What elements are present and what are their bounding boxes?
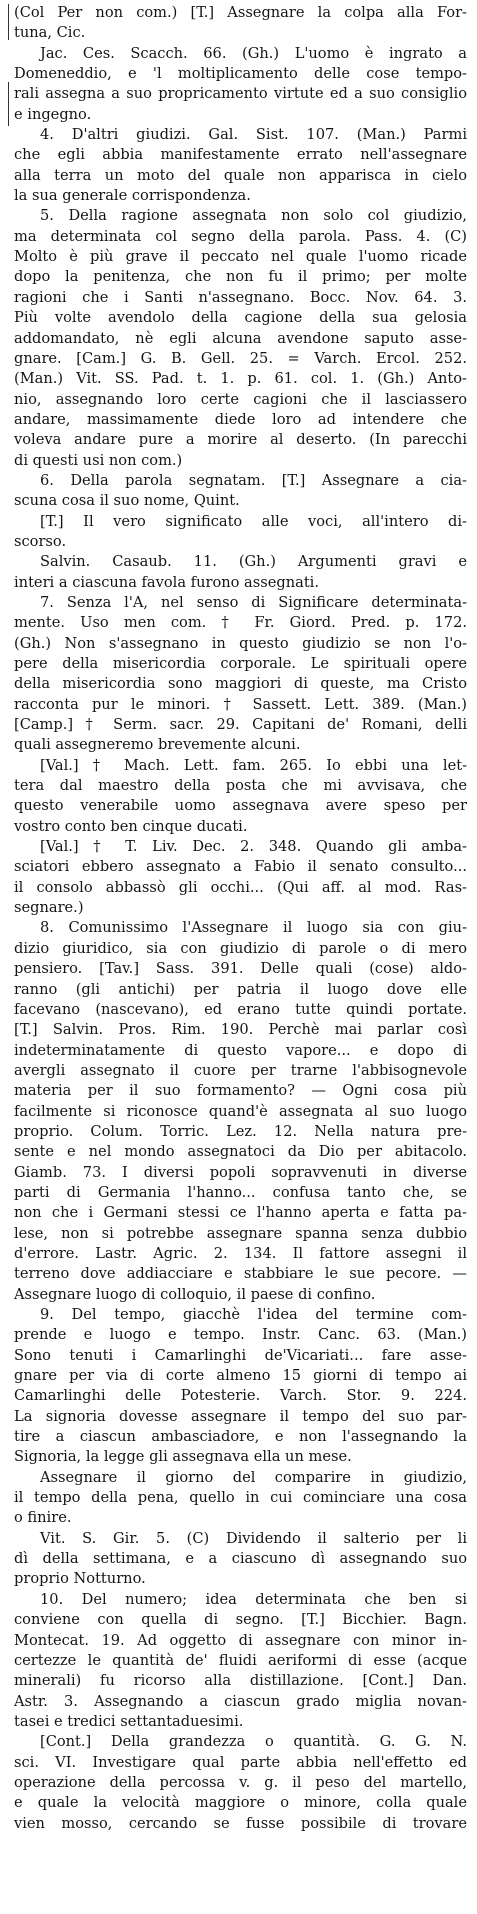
text-line: alla terra un moto del quale non apparisca in cielo [14,166,467,184]
text-line: Molto è più grave il peccato nel quale l'uomo ricade [14,248,467,266]
text-line: racconta pur le minori. † Sassett. Lett. 389. (Man.) [14,695,467,713]
text-line: scuna cosa il suo nome, Quint. [14,492,240,510]
text-line: o finire. [14,1509,72,1527]
text-line: dopo la penitenza, che non fu il primo; per molte [14,268,467,286]
text-line: della misericordia sono maggiori di queste, ma Cristo [14,675,467,693]
text-line: il tempo della pena, quello in cui cominciare una cosa [14,1489,467,1507]
text-line: (Man.) Vit. SS. Pad. t. 1. p. 61. col. 1. (Gh.) Anto- [14,370,467,388]
text-line: dì della settimana, e a ciascuno dì assegnando suo [14,1550,467,1568]
text-line: 10. Del numero; idea determinata che ben si [40,1590,467,1608]
text-line: Jac. Ces. Scacch. 66. (Gh.) L'uomo è ingrato a [40,44,467,62]
text-line: avergli assegnato il cuore per trarne l'abbisognevole [14,1061,467,1079]
text-line: proprio. Colum. Torric. Lez. 12. Nella natura pre- [14,1122,467,1140]
text-line: che egli abbia manifestamente errato nell'assegnare [14,146,467,164]
text-line: vostro conto ben cinque ducati. [14,817,248,835]
text-line: 7. Senza l'A, nel senso di Significare determinata- [40,593,467,611]
text-line: terreno dove addiacciare e stabbiare le sue pecore. — [14,1265,467,1283]
text-line: [T.] Salvin. Pros. Rim. 190. Perchè mai parlar così [14,1021,467,1039]
text-line: Assegnare il giorno del comparire in giudizio, [40,1468,467,1486]
entry-text [14,3,467,1834]
text-line: Signoria, la legge gli assegnava ella un mese. [14,1448,352,1466]
margin-rule-top [8,4,9,40]
text-line: 6. Della parola segnatam. [T.] Assegnare a cia- [40,471,467,489]
text-line: pere della misericordia corporale. Le spirituali opere [14,655,467,672]
text-line: ma determinata col segno della parola. Pass. 4. (C) [14,227,467,245]
text-line: facilmente si riconosce quand'è assegnata al suo luogo [14,1102,467,1120]
text-line: d'errore. Lastr. Agric. 2. 134. Il fattore assegni il [14,1244,467,1262]
text-line: vien mosso, cercando se fusse possibile di trovare [14,1814,467,1832]
text-line: Salvin. Casaub. 11. (Gh.) Argumenti gravi e [40,553,467,571]
text-line: sciatori ebbero assegnato a Fabio il senato consulto... [14,858,467,876]
text-line: tera dal maestro della posta che mi avvisava, che [14,777,467,795]
text-line: pensiero. [Tav.] Sass. 391. Delle quali (cose) aldo- [14,960,467,978]
text-line: andare, massimamente diede loro ad intendere che [14,410,467,428]
text-line: certezze le quantità de' fluidi aeriformi di esse (acque [14,1651,467,1669]
text-line: tire a ciascun ambasciadore, e non l'assegnando la [14,1428,467,1446]
text-line: il consolo abbassò gli occhi... (Qui aff. al mod. Ras- [14,878,467,896]
text-line: nio, assegnando loro certe cagioni che il lasciassero [14,390,467,408]
text-line: addomandato, nè egli alcuna avendone saputo asse- [14,329,467,347]
text-line: e ingegno. [14,105,92,123]
text-line: di questi usi non com.) [14,451,183,469]
text-line: Assegnare luogo di colloquio, il paese di confino. [14,1285,376,1303]
text-line: voleva andare pure a morire al deserto. (In parecchi [14,431,467,449]
text-line: Astr. 3. Assegnando a ciascun grado miglia novan- [14,1692,467,1710]
text-line: conviene con quella di segno. [T.] Bicchier. Bagn. [14,1611,467,1629]
margin-rule-second [8,82,9,126]
text-line: e quale la velocità maggiore o minore, colla quale [14,1794,467,1812]
text-line: 5. Della ragione assegnata non solo col giudizio, [40,207,467,225]
text-line: sente e nel mondo assegnatoci da Dio per abitacolo. [14,1143,467,1161]
text-line: indeterminatamente di questo vapore... e dopo di [14,1041,467,1059]
text-line: [T.] Il vero significato alle voci, all'intero di- [40,512,467,530]
text-line: Sono tenuti i Camarlinghi de'Vicariati... fare asse- [14,1346,467,1364]
text-line: la sua generale corrispondenza. [14,187,251,205]
text-line: scorso. [14,532,67,550]
text-line: interi a ciascuna favola furono assegnati. [14,573,319,591]
text-line: [Val.] † Mach. Lett. fam. 265. Io ebbi una let- [40,756,467,774]
text-line: questo venerabile uomo assegnava avere speso per [14,797,467,815]
text-line: (Gh.) Non s'assegnano in questo giudizio se non l'o- [14,634,467,652]
text-line: ragioni che i Santi n'assegnano. Bocc. Nov. 64. 3. [14,288,467,306]
text-line: operazione della percossa v. g. il peso del martello, [14,1773,467,1791]
text-line: non che i Germani stessi ce l'hanno aperta e fatta pa- [14,1204,467,1222]
text-line: facevano (nascevano), ed erano tutte quindi portate. [14,1000,467,1018]
text-line: Più volte avendolo della cagione della sua gelosia [14,309,467,327]
text-line: prende e luogo e tempo. Instr. Canc. 63. (Man.) [14,1326,467,1344]
text-line: gnare. [Cam.] G. B. Gell. 25. = Varch. Ercol. 252. [14,349,467,367]
text-line: segnare.) [14,899,84,917]
text-line: Giamb. 73. I diversi popoli sopravvenuti in diverse [14,1163,467,1181]
text-line: proprio Notturno. [14,1570,146,1588]
text-line: parti di Germania l'hanno... confusa tanto che, se [14,1183,467,1201]
text-line: Vit. S. Gir. 5. (C) Dividendo il salterio per li [40,1529,467,1547]
text-line: quali assegneremo brevemente alcuni. [14,736,301,754]
text-line: [Cont.] Della grandezza o quantità. G. G. N. [40,1733,467,1751]
text-line: Camarlinghi delle Potesterie. Varch. Stor. 9. 224. [14,1387,467,1405]
text-line: [Camp.] † Serm. sacr. 29. Capitani de' Romani, delli [14,716,467,734]
text-line: rali assegna a suo propricamento virtute ed a suo consiglio [14,85,467,103]
text-line: lese, non si potrebbe assegnare spanna senza dubbio [14,1224,467,1242]
text-line: Montecat. 19. Ad oggetto di assegnare con minor in- [14,1631,467,1649]
text-line: materia per il suo formamento? — Ogni cosa più [14,1082,467,1100]
text-line: 8. Comunissimo l'Assegnare il luogo sia con giu- [40,919,467,937]
text-line: [Val.] † T. Liv. Dec. 2. 348. Quando gli amba- [40,838,467,856]
text-line: tuna, Cic. [14,24,86,42]
text-line: mente. Uso men com. † Fr. Giord. Pred. p. 172. [14,614,467,632]
text-line: dizio giuridico, sia con giudizio di parole o di mero [14,939,467,957]
text-line: ranno (gli antichi) per patria il luogo dove elle [14,980,467,998]
text-line: 4. D'altri giudizi. Gal. Sist. 107. (Man.) Parmi [40,126,467,144]
text-line: gnare per via di corte almeno 15 giorni di tempo ai [14,1367,467,1385]
text-line: tasei e tredici settantaduesimi. [14,1712,244,1730]
text-line: sci. VI. Investigare qual parte abbia nell'effetto ed [14,1753,467,1771]
text-line: Domeneddio, e 'l moltiplicamento delle cose tempo- [14,65,467,83]
text-line: minerali) fu ricorso alla distillazione. [Cont.] Dan. [14,1672,467,1690]
text-line: (Col Per non com.) [T.] Assegnare la colpa alla For- [14,4,467,21]
text-line: 9. Del tempo, giacchè l'idea del termine com- [40,1306,467,1323]
text-line: La signoria dovesse assegnare il tempo del suo par- [14,1407,467,1425]
